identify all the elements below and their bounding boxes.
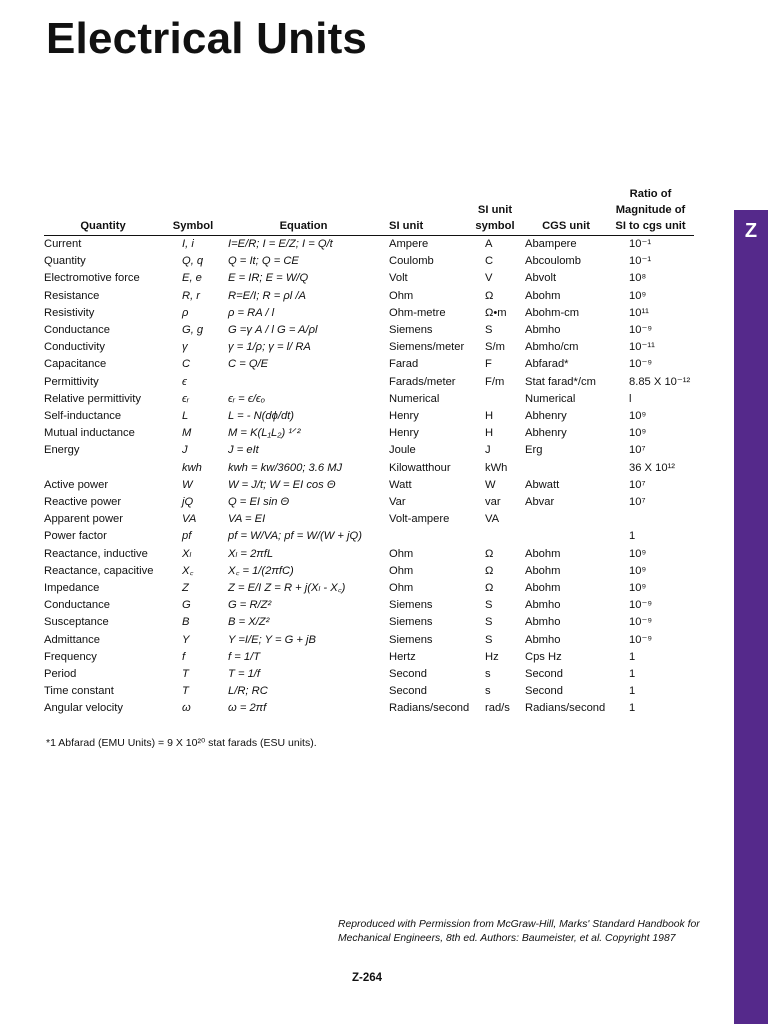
table-row bbox=[44, 305, 694, 322]
cell-equation: R=E/I; R = ρl /A bbox=[228, 289, 306, 302]
cell-ratio: 10⁻¹¹ bbox=[629, 341, 655, 354]
cell-ratio: 10⁸ bbox=[629, 272, 647, 285]
cell-cgs-unit: Abvolt bbox=[525, 272, 557, 285]
cell-si-unit: Ohm bbox=[389, 289, 414, 302]
cell-si-unit: Henry bbox=[389, 410, 419, 423]
cell-cgs-unit: Abmho bbox=[525, 633, 561, 646]
cell-si-symbol: J bbox=[485, 444, 491, 457]
cell-ratio: 8.85 X 10⁻¹² bbox=[629, 375, 691, 388]
table-row bbox=[44, 700, 694, 717]
table-row bbox=[44, 322, 694, 339]
cell-symbol: Z bbox=[182, 582, 189, 595]
cell-quantity: Reactive power bbox=[44, 496, 122, 509]
cell-si-symbol: Ω bbox=[485, 582, 494, 595]
cell-si-unit: Siemens bbox=[389, 633, 433, 646]
cell-equation: Z = E/I Z = R + j(Xₗ - X꜀) bbox=[228, 582, 346, 595]
cell-equation: kwh = kw/3600; 3.6 MJ bbox=[228, 461, 343, 474]
cell-equation: γ = 1/ρ; γ = l/ RA bbox=[228, 341, 311, 354]
cell-cgs-unit: Abohm bbox=[525, 289, 561, 302]
table-row bbox=[44, 614, 694, 631]
cell-equation: VA = EI bbox=[228, 513, 266, 526]
cell-si-unit: Hertz bbox=[389, 650, 416, 663]
cell-quantity: Current bbox=[44, 238, 82, 250]
cell-si-symbol: Ω bbox=[485, 547, 494, 560]
cell-si-unit bbox=[383, 528, 465, 545]
cell-quantity: Conductance bbox=[44, 599, 110, 612]
cell-ratio: 1 bbox=[629, 685, 636, 698]
table-row bbox=[44, 580, 694, 597]
cell-ratio: 10⁹ bbox=[629, 289, 647, 302]
cell-quantity: Reactance, inductive bbox=[44, 547, 148, 560]
cell-equation: G = R/Z² bbox=[228, 599, 272, 612]
cell-ratio: 10⁹ bbox=[629, 564, 647, 577]
cell-quantity: Mutual inductance bbox=[44, 427, 135, 440]
table-row bbox=[44, 270, 694, 287]
cell-si-symbol: S bbox=[485, 633, 493, 646]
cell-symbol: G, g bbox=[182, 324, 204, 337]
cell-symbol: X꜀ bbox=[182, 564, 194, 577]
cell-quantity: Angular velocity bbox=[44, 702, 123, 715]
cell-si-symbol: Ω bbox=[485, 289, 494, 302]
cell-si-unit: Siemens bbox=[389, 616, 433, 629]
cell-equation: G =γ A / l G = A/ρl bbox=[228, 324, 318, 337]
cell-equation: ρ = RA / l bbox=[228, 306, 275, 319]
cell-cgs-unit: Abmho bbox=[525, 616, 561, 629]
section-tab-letter: Z bbox=[744, 220, 758, 242]
cell-si-symbol: F/m bbox=[485, 375, 505, 388]
cell-equation: f = 1/T bbox=[228, 650, 261, 663]
cell-symbol: J bbox=[182, 444, 188, 457]
cell-si-symbol: S/m bbox=[485, 341, 505, 354]
cell-symbol: ρ bbox=[182, 306, 189, 319]
col-header-quantity: Quantity bbox=[44, 186, 162, 236]
cell-ratio: 10⁻⁹ bbox=[629, 633, 653, 646]
cell-symbol: ϵ bbox=[182, 375, 187, 388]
page-number: Z-264 bbox=[352, 972, 383, 984]
col-header-si-unit: SI unit bbox=[383, 186, 465, 236]
cell-cgs-unit: Abmho bbox=[525, 324, 561, 337]
cell-si-symbol bbox=[465, 528, 525, 545]
cell-symbol: ϵᵣ bbox=[182, 392, 190, 405]
table-row bbox=[44, 649, 694, 666]
cell-si-symbol: Hz bbox=[485, 650, 499, 663]
cell-equation: Y =I/E; Y = G + jB bbox=[228, 633, 317, 646]
cell-quantity: Reactance, capacitive bbox=[44, 564, 154, 577]
cell-equation: Q = EI sin Θ bbox=[228, 496, 290, 509]
cell-si-symbol: kWh bbox=[485, 461, 508, 474]
cell-symbol: Q, q bbox=[182, 255, 204, 268]
table-header-row bbox=[44, 186, 694, 236]
cell-symbol: W bbox=[182, 478, 193, 491]
cell-cgs-unit bbox=[525, 511, 607, 528]
cell-cgs-unit: Second bbox=[525, 668, 563, 681]
col-header-symbol: Symbol bbox=[162, 186, 224, 236]
cell-ratio: 1 bbox=[629, 530, 636, 543]
cell-cgs-unit: Second bbox=[525, 685, 563, 698]
cell-quantity: Conductivity bbox=[44, 341, 105, 354]
cell-si-symbol: S bbox=[485, 616, 493, 629]
table-row bbox=[44, 563, 694, 580]
cell-si-symbol: F bbox=[485, 358, 492, 371]
cell-si-unit: Watt bbox=[389, 478, 412, 491]
cell-symbol: B bbox=[182, 616, 190, 629]
cell-quantity: Power factor bbox=[44, 530, 107, 543]
cell-si-symbol: S bbox=[485, 324, 493, 337]
cell-symbol: T bbox=[182, 685, 189, 698]
cell-equation: pf = W/VA; pf = W/(W + jQ) bbox=[228, 530, 362, 543]
cell-si-symbol: Ω•m bbox=[485, 306, 507, 319]
cell-cgs-unit: Abfarad* bbox=[525, 358, 569, 371]
cell-quantity: Self-inductance bbox=[44, 410, 122, 423]
cell-si-unit: Numerical bbox=[389, 392, 440, 405]
cell-ratio: 10⁻¹ bbox=[629, 255, 652, 268]
table-body bbox=[44, 236, 694, 718]
cell-si-unit: Farads/meter bbox=[389, 375, 456, 388]
cell-quantity: Resistivity bbox=[44, 306, 95, 319]
cell-equation: C = Q/E bbox=[228, 358, 269, 371]
cell-symbol: M bbox=[182, 427, 192, 440]
cell-si-symbol: VA bbox=[485, 513, 500, 526]
cell-si-unit: Radians/second bbox=[389, 702, 470, 715]
cell-si-unit: Ampere bbox=[389, 238, 429, 250]
cell-ratio bbox=[607, 511, 694, 528]
cell-symbol: C bbox=[182, 358, 191, 371]
table-row bbox=[44, 494, 694, 511]
table-row bbox=[44, 408, 694, 425]
table-row bbox=[44, 236, 694, 254]
cell-cgs-unit: Abmho bbox=[525, 599, 561, 612]
cell-ratio: 10⁷ bbox=[629, 496, 646, 509]
cell-symbol: L bbox=[182, 410, 189, 423]
cell-cgs-unit: Erg bbox=[525, 444, 543, 457]
cell-quantity: Active power bbox=[44, 478, 109, 491]
cell-si-unit: Var bbox=[389, 496, 406, 509]
cell-cgs-unit: Abohm bbox=[525, 582, 561, 595]
cell-si-unit: Volt bbox=[389, 272, 408, 285]
cell-si-unit: Ohm bbox=[389, 564, 414, 577]
cell-symbol: Xₗ bbox=[182, 547, 192, 560]
cell-quantity: Period bbox=[44, 668, 77, 681]
cell-cgs-unit: Stat farad*/cm bbox=[525, 375, 596, 388]
cell-si-unit: Farad bbox=[389, 358, 419, 371]
cell-equation: Xₗ = 2πfL bbox=[228, 547, 274, 560]
cell-equation: E = IR; E = W/Q bbox=[228, 272, 309, 285]
cell-ratio: 10⁻⁹ bbox=[629, 324, 653, 337]
cell-symbol: Y bbox=[182, 633, 190, 646]
cell-si-unit: Ohm-metre bbox=[389, 306, 446, 319]
cell-equation: I=E/R; I = E/Z; I = Q/t bbox=[228, 238, 333, 250]
cell-ratio: 10⁻⁹ bbox=[629, 599, 653, 612]
table-row bbox=[44, 477, 694, 494]
cell-si-symbol: S bbox=[485, 599, 493, 612]
cell-cgs-unit: Abhenry bbox=[525, 427, 567, 440]
table-row bbox=[44, 356, 694, 373]
cell-si-unit: Siemens bbox=[389, 324, 433, 337]
cell-ratio: l bbox=[629, 392, 632, 405]
cell-si-unit: Siemens/meter bbox=[389, 341, 465, 354]
cell-si-unit: Siemens bbox=[389, 599, 433, 612]
cell-quantity: Electromotive force bbox=[44, 272, 140, 285]
cell-si-symbol: Ω bbox=[485, 564, 494, 577]
cell-si-unit: Coulomb bbox=[389, 255, 434, 268]
cell-quantity: Conductance bbox=[44, 324, 110, 337]
table-row bbox=[44, 511, 694, 528]
electrical-units-table bbox=[44, 186, 694, 718]
cell-equation: M = K(L₁L₂) ¹ᐟ² bbox=[228, 427, 301, 440]
cell-quantity: Frequency bbox=[44, 650, 97, 663]
table-row bbox=[44, 597, 694, 614]
cell-si-unit: Joule bbox=[389, 444, 416, 457]
cell-ratio: 10⁹ bbox=[629, 547, 647, 560]
cell-ratio: 10⁹ bbox=[629, 582, 647, 595]
cell-cgs-unit bbox=[525, 528, 607, 545]
cell-symbol: jQ bbox=[182, 496, 194, 509]
cell-cgs-unit: Radians/second bbox=[525, 702, 606, 715]
table-row bbox=[44, 288, 694, 305]
cell-si-unit: Second bbox=[389, 685, 427, 698]
cell-symbol: T bbox=[182, 668, 189, 681]
cell-ratio: 10⁹ bbox=[629, 427, 647, 440]
cell-equation bbox=[224, 374, 383, 391]
table-row bbox=[44, 339, 694, 356]
cell-si-unit: Volt-ampere bbox=[389, 513, 450, 526]
cell-quantity bbox=[44, 460, 162, 477]
cell-cgs-unit: Abmho/cm bbox=[525, 341, 579, 354]
cell-quantity: Permittivity bbox=[44, 375, 99, 388]
cell-symbol: γ bbox=[182, 341, 188, 354]
credit-note: Reproduced with Permission from McGraw-Hill, Marks' Standard Handbook for Mechanical Engineers, 8th ed. Authors: Baumeister, et al. Copyright 1987 bbox=[338, 919, 700, 944]
cell-equation: T = 1/f bbox=[228, 668, 261, 681]
cell-si-symbol bbox=[465, 391, 525, 408]
cell-ratio: 36 X 10¹² bbox=[629, 461, 676, 474]
cell-si-unit: Ohm bbox=[389, 547, 414, 560]
cell-si-symbol: s bbox=[485, 668, 491, 681]
cell-si-unit: Kilowatthour bbox=[389, 461, 451, 474]
cell-quantity: Resistance bbox=[44, 289, 100, 302]
cell-ratio: 1 bbox=[629, 668, 636, 681]
cell-equation: B = X/Z² bbox=[228, 616, 270, 629]
cell-ratio: 1 bbox=[629, 702, 636, 715]
cell-si-unit: Second bbox=[389, 668, 427, 681]
cell-equation: W = J/t; W = EI cos Θ bbox=[228, 478, 336, 491]
table-row bbox=[44, 683, 694, 700]
table-row bbox=[44, 460, 694, 477]
cell-symbol: R, r bbox=[182, 289, 201, 302]
cell-cgs-unit: Abohm bbox=[525, 564, 561, 577]
cell-quantity: Energy bbox=[44, 444, 80, 457]
cell-equation: X꜀ = 1/(2πfC) bbox=[228, 564, 294, 577]
table-row bbox=[44, 528, 694, 545]
cell-quantity: Quantity bbox=[44, 255, 86, 268]
cell-symbol: E, e bbox=[182, 272, 202, 285]
cell-symbol: pf bbox=[182, 530, 192, 543]
cell-equation: Q = It; Q = CE bbox=[228, 255, 299, 268]
cell-ratio: 10⁹ bbox=[629, 410, 647, 423]
cell-cgs-unit: Abcoulomb bbox=[525, 255, 581, 268]
cell-ratio: 1 bbox=[629, 650, 636, 663]
cell-equation: L = - N(dϕ/dt) bbox=[228, 410, 295, 423]
cell-si-symbol: H bbox=[485, 427, 494, 440]
cell-cgs-unit: Numerical bbox=[525, 392, 576, 405]
cell-quantity: Apparent power bbox=[44, 513, 123, 526]
col-header-si-symbol: SI unit symbol bbox=[465, 186, 525, 236]
cell-cgs-unit: Abampere bbox=[525, 238, 577, 250]
cell-si-symbol: var bbox=[485, 496, 501, 509]
table-row bbox=[44, 632, 694, 649]
page-title: Electrical Units bbox=[46, 14, 368, 63]
table-row bbox=[44, 391, 694, 408]
table-row bbox=[44, 425, 694, 442]
cell-cgs-unit: Abohm-cm bbox=[525, 306, 580, 319]
cell-ratio: 10⁷ bbox=[629, 478, 646, 491]
cell-si-symbol: s bbox=[485, 685, 491, 698]
cell-ratio: 10⁻⁹ bbox=[629, 358, 653, 371]
cell-symbol: ω bbox=[182, 702, 191, 715]
cell-symbol: kwh bbox=[182, 461, 202, 474]
cell-cgs-unit: Abvar bbox=[525, 496, 555, 509]
cell-cgs-unit: Abhenry bbox=[525, 410, 567, 423]
footnote: *1 Abfarad (EMU Units) = 9 X 10²⁰ stat farads (ESU units). bbox=[46, 737, 317, 749]
cell-si-symbol: rad/s bbox=[485, 702, 510, 715]
cell-equation: L/R; RC bbox=[228, 685, 268, 698]
col-header-cgs-unit: CGS unit bbox=[525, 186, 607, 236]
table-row bbox=[44, 374, 694, 391]
cell-symbol: G bbox=[182, 599, 191, 612]
table-row bbox=[44, 666, 694, 683]
cell-ratio: 10⁻¹ bbox=[629, 238, 652, 250]
cell-ratio: 10¹¹ bbox=[629, 306, 649, 319]
cell-si-symbol: W bbox=[485, 478, 496, 491]
cell-cgs-unit: Abohm bbox=[525, 547, 561, 560]
cell-si-symbol: A bbox=[485, 238, 493, 250]
cell-quantity: Admittance bbox=[44, 633, 100, 646]
cell-si-symbol: H bbox=[485, 410, 494, 423]
cell-si-symbol: V bbox=[485, 272, 493, 285]
cell-quantity: Time constant bbox=[44, 685, 114, 698]
cell-symbol: I, i bbox=[182, 238, 194, 250]
cell-cgs-unit: Abwatt bbox=[525, 478, 560, 491]
cell-symbol: VA bbox=[182, 513, 197, 526]
cell-ratio: 10⁻⁹ bbox=[629, 616, 653, 629]
cell-equation: J = eIt bbox=[228, 444, 259, 457]
cell-cgs-unit bbox=[525, 460, 607, 477]
table-row bbox=[44, 253, 694, 270]
cell-equation: ω = 2πf bbox=[228, 702, 267, 715]
col-header-ratio: Ratio of Magnitude of SI to cgs unit bbox=[607, 186, 694, 236]
cell-quantity: Relative permittivity bbox=[44, 392, 141, 405]
table-row bbox=[44, 546, 694, 563]
cell-ratio: 10⁷ bbox=[629, 444, 646, 457]
section-tab[interactable] bbox=[734, 210, 768, 1024]
cell-equation: ϵᵣ = ϵ/ϵₒ bbox=[228, 392, 266, 405]
cell-symbol: f bbox=[182, 650, 186, 663]
cell-quantity: Impedance bbox=[44, 582, 100, 595]
table-row bbox=[44, 442, 694, 459]
cell-quantity: Capacitance bbox=[44, 358, 107, 371]
cell-si-unit: Henry bbox=[389, 427, 419, 440]
col-header-equation: Equation bbox=[224, 186, 383, 236]
cell-cgs-unit: Cps Hz bbox=[525, 650, 562, 663]
cell-si-symbol: C bbox=[485, 255, 494, 268]
cell-si-unit: Ohm bbox=[389, 582, 414, 595]
cell-quantity: Susceptance bbox=[44, 616, 109, 629]
